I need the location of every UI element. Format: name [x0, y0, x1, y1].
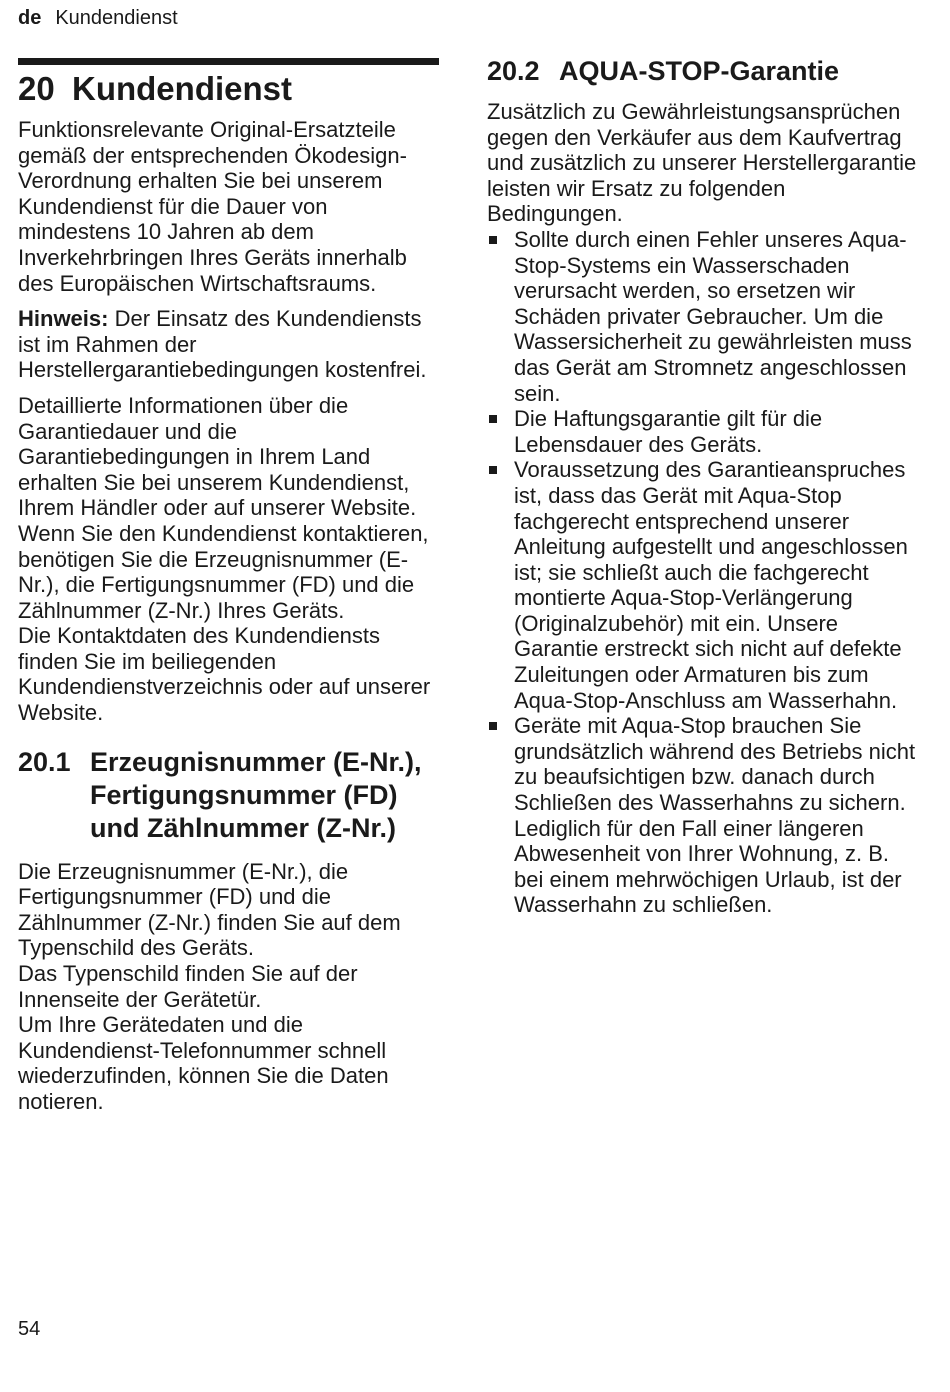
running-header [18, 7, 178, 30]
section-20-1-paragraph-3: Um Ihre Gerätedaten und die Kundendienst-Telefonnummer schnell wiederzufinden, können Sie die Daten notieren. [18, 1012, 389, 1114]
section-20-2-number: 20.2 [487, 56, 540, 86]
section-20-1-paragraph-1: Die Erzeugnisnummer (E-Nr.), die Fertigungsnummer (FD) und die Zählnummer (Z-Nr.) finden Sie auf dem Typenschild des Geräts. [18, 858, 401, 961]
language-code: de [18, 7, 42, 29]
section-20-1-title: Erzeugnisnummer (E-Nr.), Fertigungsnummer (FD) und Zählnummer (Z-Nr.) [90, 746, 422, 843]
page-number: 54 [18, 1318, 41, 1340]
section-20-1-paragraph-2: Das Typenschild finden Sie auf der Innenseite der Gerätetür. [18, 961, 358, 1012]
list-item [487, 227, 917, 406]
square-bullet-icon [489, 415, 497, 423]
section-20-heading [18, 69, 439, 109]
list-item [487, 713, 917, 918]
list-item-text: Voraussetzung des Garantieanspruches ist, dass das Gerät mit Aqua-Stop fachgerecht entsprechend unserer Anleitung aufgestellt und angeschlossen ist; sie schließt auch die fachgerecht montierte Aqua-Stop-Verlängerung (Originalzubehör) mit ein. Unsere Garantie erstreckt sich nicht auf defekte Zuleitungen oder Armaturen bis zum Aqua-Stop-Anschluss am Wasserhahn. [514, 457, 908, 713]
list-item-text: Geräte mit Aqua-Stop brauchen Sie grundsätzlich während des Betriebs nicht zu beaufsichtigen bzw. danach durch Schließen des Wasserhahns zu sichern. Lediglich für den Fall einer längeren Abwesenheit von Ihrer Wohnung, z. B. bei einem mehrwöchigen Urlaub, ist der Wasserhahn zu schließen. [514, 713, 916, 918]
details-paragraph-3: Die Kontaktdaten des Kundendiensts finden Sie im beiliegenden Kundendienstverzeichnis oder auf unserer Website. [18, 623, 431, 726]
section-20-title: Kundendienst [72, 70, 292, 107]
section-rule [18, 58, 439, 65]
section-20-2-heading [487, 55, 917, 88]
hint-label: Hinweis: [18, 306, 109, 332]
square-bullet-icon [489, 722, 497, 730]
list-item-text: Die Haftungsgarantie gilt für die Lebensdauer des Geräts. [514, 406, 823, 457]
hint-paragraph [18, 306, 439, 383]
list-item [487, 406, 917, 457]
section-20-2-intro: Zusätzlich zu Gewährleistungsansprüchen gegen den Verkäufer aus dem Kaufvertrag und zusätzlich zu unserer Herstellergarantie leisten wir Ersatz zu folgenden Bedingungen. [487, 99, 917, 227]
section-20-1-heading [18, 746, 439, 845]
square-bullet-icon [489, 236, 497, 244]
list-item [487, 457, 917, 713]
hint-text: Der Einsatz des Kundendiensts ist im Rahmen der Herstellergarantiebedingungen kostenfrei. [18, 306, 427, 383]
aqua-stop-conditions-list [487, 227, 917, 918]
square-bullet-icon [489, 466, 497, 474]
section-20-2-title: AQUA-STOP-Garantie [559, 56, 840, 86]
list-item-text: Sollte durch einen Fehler unseres Aqua-Stop-Systems ein Wasserschaden verursacht werden, so ersetzen wir Schäden privater Gebraucher. Um die Wassersicherheit zu gewährleisten muss das Gerät am Stromnetz angeschlossen sein. [514, 226, 912, 406]
details-paragraph-1: Detaillierte Informationen über die Garantiedauer und die Garantiebedingungen in Ihrem Land erhalten Sie bei unserem Kundendienst, Ihrem Händler oder auf unserer Website. [18, 392, 417, 521]
running-header-title: Kundendienst [55, 7, 178, 29]
details-paragraph-2: Wenn Sie den Kundendienst kontaktieren, benötigen Sie die Erzeugnisnummer (E-Nr.), die Fertigungsnummer (FD) und die Zählnummer (Z-Nr.) Ihres Geräts. [18, 520, 429, 623]
section-20-paragraph: Funktionsrelevante Original-Ersatzteile gemäß der entsprechenden Ökodesign-Verordnung erhalten Sie bei unserem Kundendienst für die Dauer von mindestens 10 Jahren ab dem Inverkehrbringen Ihres Geräts innerhalb des Europäischen Wirtschaftsraums. [18, 117, 407, 296]
section-20-number: 20 [18, 70, 55, 107]
left-column [18, 58, 439, 1115]
section-20-1-number: 20.1 [18, 746, 71, 777]
right-column [487, 55, 917, 918]
